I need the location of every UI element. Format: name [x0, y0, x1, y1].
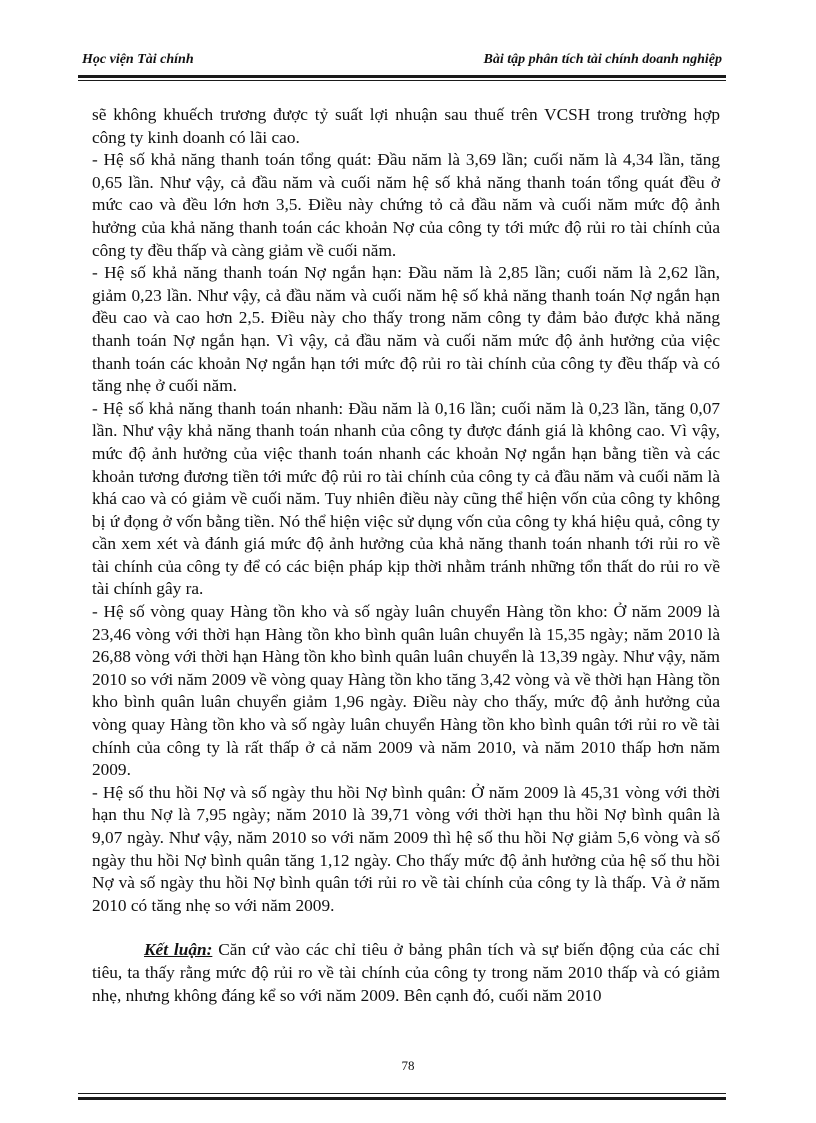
page-header: [82, 52, 722, 74]
header-divider-thin: [78, 80, 726, 81]
paragraph-receivables-turnover: - Hệ số thu hồi Nợ và số ngày thu hồi Nợ bình quân: Ở năm 2009 là 45,31 vòng với thời hạn thu Nợ là 7,95 ngày; năm 2010 là 39,71 vòng với thời hạn thu hồi Nợ bình quân là 9,07 ngày. Như vậy, năm 2010 so với năm 2009 thì hệ số thu hồi Nợ giảm 5,6 vòng và số ngày thu hồi Nợ bình quân tăng 1,12 ngày. Cho thấy mức độ ảnh hưởng của hệ số thu hồi Nợ và số ngày thu hồi Nợ bình quân tới rủi ro về tài chính của công ty là thấp. Và ở năm 2010 có tăng nhẹ so với năm 2009.: [92, 782, 720, 915]
paragraph-general-solvency: - Hệ số khả năng thanh toán tổng quát: Đầu năm là 3,69 lần; cuối năm là 4,34 lần, tăng 0,65 lần. Như vậy, cả đầu năm và cuối năm hệ số khả năng thanh toán tổng quát đều ở mức cao và đều lớn hơn 3,5. Điều này chứng tỏ cả đầu năm và cuối năm mức độ ảnh hưởng của khả năng thanh toán các khoản Nợ của công ty tới mức độ rủi ro tài chính của công ty đều thấp và càng giảm về cuối năm.: [92, 150, 720, 260]
paragraph-quick-ratio: - Hệ số khả năng thanh toán nhanh: Đầu năm là 0,16 lần; cuối năm là 0,23 lần, tăng 0,07 lần. Như vậy khả năng thanh toán nhanh của công ty được đánh giá là không cao. Vì vậy, mức độ ảnh hưởng của việc thanh toán nhanh các khoản Nợ ngắn hạn bằng tiền và các khoản tương đương tiền tới mức độ rủi ro tài chính của công ty cả đầu năm và cuối năm là khá cao và có giảm về cuối năm. Tuy nhiên điều này cũng thể hiện vốn của công ty không bị ứ đọng ở vốn bằng tiền. Nó thể hiện việc sử dụng vốn của công ty khá hiệu quả, công ty cần xem xét và đánh giá mức độ ảnh hưởng của khả năng thanh toán nhanh tới rủi ro về tài chính của công ty để có các biện pháp kịp thời nhằm tránh những tổn thất do rủi ro về tài chính gây ra.: [92, 398, 720, 599]
footer-divider-thin: [78, 1093, 726, 1094]
footer-divider: [78, 1097, 726, 1100]
conclusion-label: Kết luận:: [144, 940, 213, 960]
paragraph-inventory-turnover: - Hệ số vòng quay Hàng tồn kho và số ngày luân chuyển Hàng tồn kho: Ở năm 2009 là 23,46 vòng với thời hạn Hàng tồn kho bình quân luân chuyển là 15,35 ngày; năm 2010 là 26,88 vòng với thời hạn Hàng tồn kho bình quân luân chuyển là 13,39 ngày. Như vậy, năm 2010 so với năm 2009 về vòng quay Hàng tồn kho tăng 3,42 vòng và về thời hạn Hàng tồn kho bình quân luân chuyển giảm 1,96 ngày. Điều này cho thấy, mức độ ảnh hưởng của vòng quay Hàng tồn kho và số ngày luân chuyển Hàng tồn kho bình quân tới rủi ro về tài chính của công ty là rất thấp ở cả năm 2009 và năm 2010, và năm 2010 thấp hơn năm 2009.: [92, 602, 720, 780]
paragraph-short-term-solvency: - Hệ số khả năng thanh toán Nợ ngắn hạn: Đầu năm là 2,85 lần; cuối năm là 2,62 lần, giảm 0,23 lần. Như vậy, cả đầu năm và cuối năm hệ số khả năng thanh toán Nợ ngắn hạn đều cao và cao hơn 2,5. Điều này cho thấy trong năm công ty đảm bảo được khả năng thanh toán Nợ ngắn hạn. Vì vậy, cả đầu năm và cuối năm mức độ ảnh hưởng của việc thanh toán các khoản Nợ ngắn hạn tới mức độ rủi ro tài chính của công ty đều thấp và có tăng nhẹ ở cuối năm.: [92, 263, 720, 396]
header-divider: [78, 75, 726, 78]
paragraph-conclusion: [92, 939, 720, 1007]
body-text: [92, 104, 720, 1007]
paragraph-continuation: sẽ không khuếch trương được tỷ suất lợi nhuận sau thuế trên VCSH trong trường hợp công ty kinh doanh có lãi cao.: [92, 105, 720, 147]
header-institution: Học viện Tài chính: [82, 52, 194, 67]
page-number: 78: [401, 1058, 415, 1073]
conclusion-text: Căn cứ vào các chỉ tiêu ở bảng phân tích và sự biến động của các chỉ tiêu, ta thấy rằng mức độ rủi ro về tài chính của công ty trong năm 2010 thấp và có giảm nhẹ, nhưng không đáng kể so với năm 2009. Bên cạnh đó, cuối năm 2010: [92, 940, 720, 1005]
header-document-title: Bài tập phân tích tài chính doanh nghiệp: [483, 52, 722, 67]
